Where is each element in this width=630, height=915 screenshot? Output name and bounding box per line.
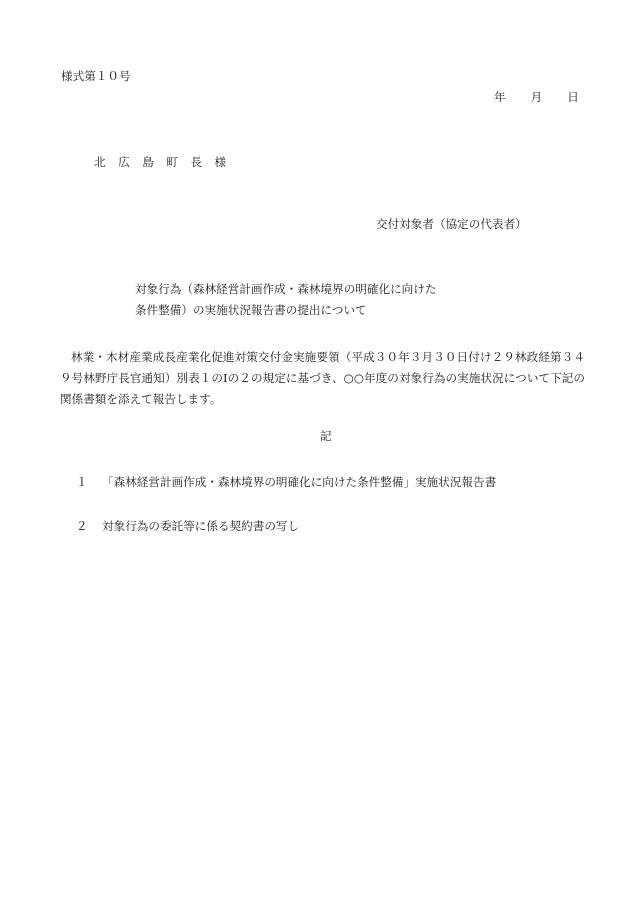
addressee-char: 島 xyxy=(142,155,154,169)
date-day: 日 xyxy=(567,90,579,104)
date-month: 月 xyxy=(530,90,543,104)
list-item xyxy=(76,521,299,533)
addressee xyxy=(94,157,239,169)
ki-heading: 記 xyxy=(320,429,332,443)
subject-line-1: 対象行為（森林経営計画作成・森林境界の明確化に向けた xyxy=(135,282,437,296)
list-item-number: ２ xyxy=(76,519,88,533)
list-item-text: 対象行為の委託等に係る契約書の写し xyxy=(102,519,300,533)
subject-line-2: 条件整備）の実施状況報告書の提出について xyxy=(135,303,367,317)
date-line xyxy=(494,92,579,104)
body-paragraph: 林業・木材産業成長産業化促進対策交付金実施要領（平成３０年３月３０日付け２９林政経第３４９号林野庁長官通知）別表１のⅠの２の規定に基づき、○○年度の対象行為の実施状況について下記の関係書類を添えて報告します。 xyxy=(60,350,585,406)
list-item-text: 「森林経営計画作成・森林境界の明確化に向けた条件整備」実施状況報告書 xyxy=(102,475,497,489)
date-year: 年 xyxy=(494,90,506,104)
addressee-char: 長 xyxy=(190,155,203,169)
addressee-char: 様 xyxy=(214,155,227,169)
applicant-title: 交付対象者（協定の代表者） xyxy=(376,217,527,231)
list-item xyxy=(76,477,496,489)
addressee-char: 北 xyxy=(94,155,106,169)
list-item-number: １ xyxy=(76,475,88,489)
form-number: 様式第１０号 xyxy=(61,69,131,83)
addressee-char: 広 xyxy=(118,155,130,169)
addressee-char: 町 xyxy=(166,155,178,169)
